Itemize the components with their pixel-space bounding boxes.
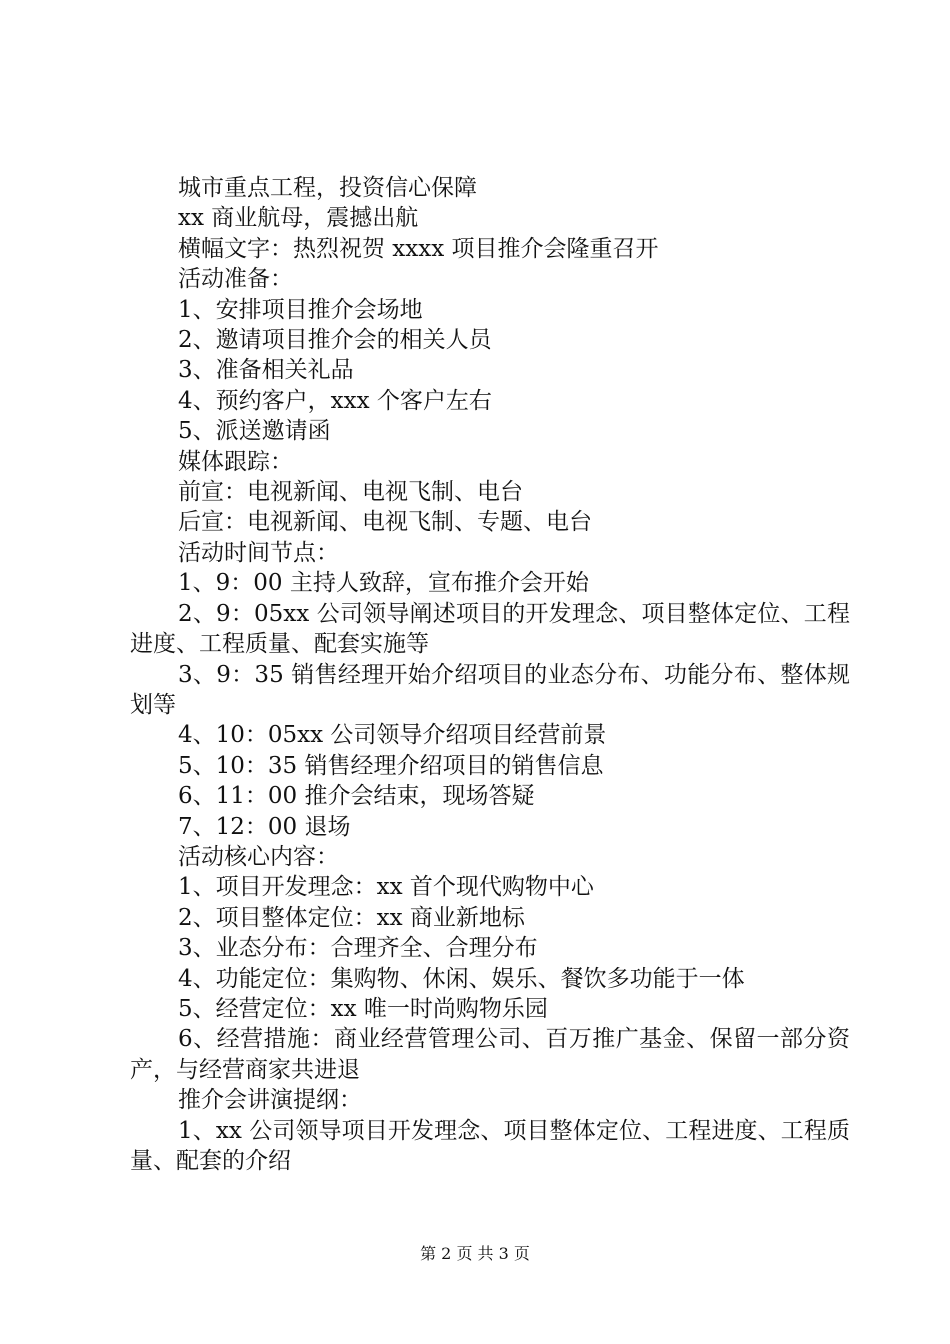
list-item: 3、业态分布：合理齐全、合理分布 <box>178 935 538 962</box>
text-line: 横幅文字：热烈祝贺 xxxx 项目推介会隆重召开 <box>178 235 659 262</box>
list-item: 6、11：00 推介会结束，现场答疑 <box>178 783 535 810</box>
section-heading: 推介会讲演提纲： <box>178 1087 362 1114</box>
text-line: 前宣：电视新闻、电视飞制、电台 <box>178 479 523 506</box>
list-item: 3、准备相关礼品 <box>178 357 354 384</box>
list-item: 5、派送邀请函 <box>178 418 331 445</box>
section-heading: 活动时间节点： <box>178 539 339 566</box>
list-item: 1、9：00 主持人致辞，宣布推介会开始 <box>178 570 589 597</box>
text-line: 后宣：电视新闻、电视飞制、专题、电台 <box>178 509 592 536</box>
page-footer: 第 2 页 共 3 页 <box>420 1244 530 1263</box>
list-item: 4、功能定位：集购物、休闲、娱乐、餐饮多功能于一体 <box>178 965 745 992</box>
document-body <box>130 173 850 1176</box>
list-item: 6、经营措施：商业经营管理公司、百万推广基金、保留一部分资产，与经营商家共进退 <box>130 1026 850 1083</box>
list-item: 1、xx 公司领导项目开发理念、项目整体定位、工程进度、工程质量、配套的介绍 <box>130 1117 850 1174</box>
list-item: 4、10：05xx 公司领导介绍项目经营前景 <box>178 722 607 749</box>
section-heading: 媒体跟踪： <box>178 448 293 475</box>
section-heading: 活动核心内容： <box>178 843 339 870</box>
list-item: 3、9：35 销售经理开始介绍项目的业态分布、功能分布、整体规划等 <box>130 661 850 718</box>
list-item: 1、安排项目推介会场地 <box>178 296 423 323</box>
text-line: xx 商业航母，震撼出航 <box>178 205 419 232</box>
list-item: 2、9：05xx 公司领导阐述项目的开发理念、项目整体定位、工程进度、工程质量、配套实施等 <box>130 600 850 658</box>
list-item: 7、12：00 退场 <box>178 813 351 840</box>
list-item: 5、10：35 销售经理介绍项目的销售信息 <box>178 752 604 779</box>
text-line: 城市重点工程，投资信心保障 <box>178 175 477 201</box>
list-item: 2、邀请项目推介会的相关人员 <box>178 327 492 354</box>
list-item: 2、项目整体定位：xx 商业新地标 <box>178 904 525 931</box>
section-heading: 活动准备： <box>178 266 293 293</box>
list-item: 4、预约客户，xxx 个客户左右 <box>178 387 492 414</box>
list-item: 1、项目开发理念：xx 首个现代购物中心 <box>178 874 594 901</box>
list-item: 5、经营定位：xx 唯一时尚购物乐园 <box>178 995 548 1022</box>
